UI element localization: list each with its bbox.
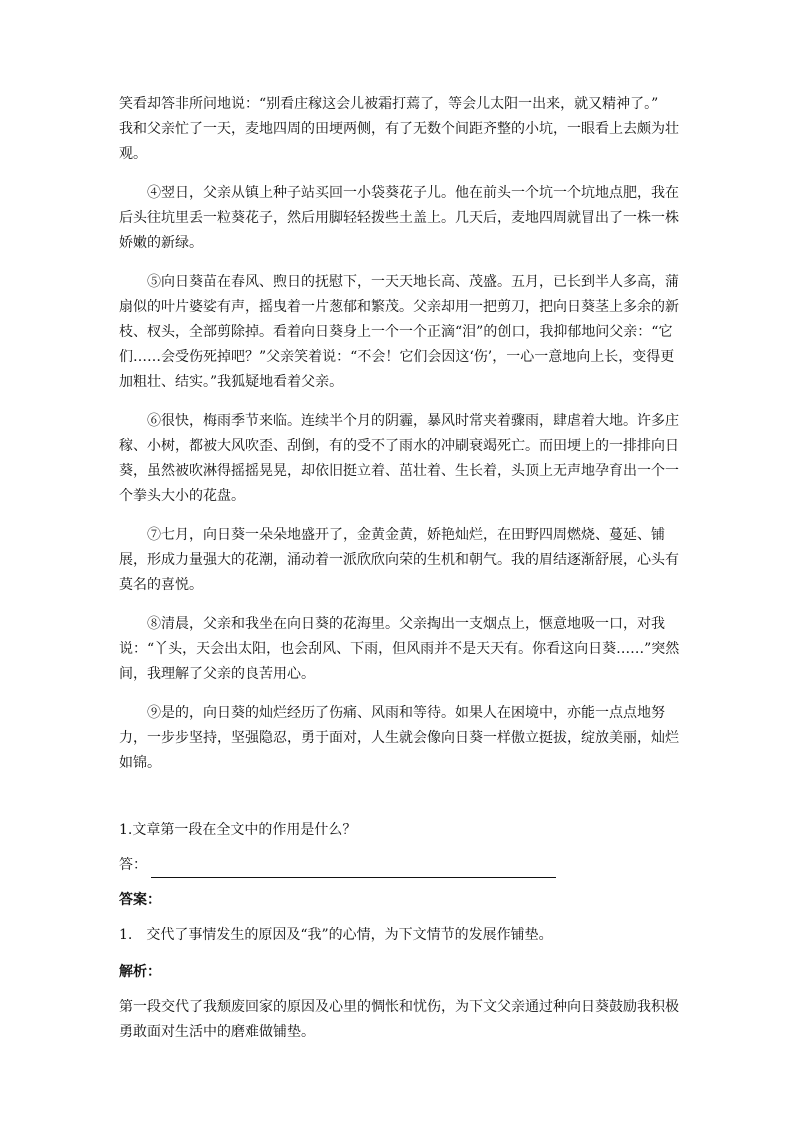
question-text: 1.文章第一段在全文中的作用是什么？	[119, 822, 357, 838]
passage-paragraph-5: ⑤向日葵苗在春风、煦日的抚慰下，一天天地长高、茂盛。五月，已长到半人多高，蒲扇似的叶片婆娑有声，摇曳着一片葱郁和繁茂。父亲却用一把剪刀，把向日葵茎上多余的新枝、杈头，全部剪除掉。看着向日葵身上一个一个正滴“泪”的创口，我抑郁地问父亲：“它们……会受伤死掉吧？”父亲笑着说：“不会！它们会因这‘伤’，一心一意地向上长，变得更加粗壮、结实。”我狐疑地看着父亲。	[119, 274, 679, 390]
answer-blank-underline[interactable]	[151, 859, 556, 878]
passage-paragraph-6: ⑥很快，梅雨季节来临。连续半个月的阴霾，暴风时常夹着骤雨，肆虐着大地。许多庄稼、小树，都被大风吹歪、刮倒，有的受不了雨水的冲刷衰竭死亡。而田埂上的一排排向日葵，虽然被吹淋得摇摇晃晃，却依旧挺立着、茁壮着、生长着，头顶上无声地孕育出一个一个拳头大小的花盘。	[119, 413, 679, 504]
passage-paragraph-9: ⑨是的，向日葵的灿烂经历了伤痛、风雨和等待。如果人在困境中，亦能一点点地努力，一步步坚持，坚强隐忍，勇于面对，人生就会像向日葵一样傲立挺拔，绽放美丽，灿烂如锦。	[119, 705, 679, 771]
answer-prefix: 答：	[119, 857, 147, 873]
answer-line	[119, 853, 685, 878]
explanation-label: 解析：	[119, 964, 161, 980]
passage-continuation-line: 笑看却答非所问地说：“别看庄稼这会儿被霜打蔫了，等会儿太阳一出来，就又精神了。”	[119, 96, 659, 112]
answer-label: 答案：	[119, 892, 161, 908]
explanation-text: 第一段交代了我颓废回家的原因及心里的惆怅和忧伤，为下文父亲通过种向日葵鼓励我积极勇敢面对生活中的磨难做铺垫。	[119, 999, 679, 1040]
passage-continuation-line: 我和父亲忙了一天，麦地四周的田埂两侧，有了无数个间距齐整的小坑，一眼看上去颇为壮观。	[119, 121, 679, 162]
document-content	[119, 92, 685, 1045]
passage-paragraph-7: ⑦七月，向日葵一朵朵地盛开了，金黄金黄，娇艳灿烂，在田野四周燃烧、蔓延、铺展，形成力量强大的花潮，涌动着一派欣欣向荣的生机和朝气。我的眉结逐渐舒展，心头有莫名的喜悦。	[119, 527, 679, 593]
passage-paragraph-4: ④翌日，父亲从镇上种子站买回一小袋葵花子儿。他在前头一个坑一个坑地点肥，我在后头往坑里丢一粒葵花子，然后用脚轻轻拨些土盖上。几天后，麦地四周就冒出了一株一株娇嫩的新绿。	[119, 185, 679, 251]
passage-paragraph-8: ⑧清晨，父亲和我坐在向日葵的花海里。父亲掏出一支烟点上，惬意地吸一口，对我说：“丫头，天会出太阳，也会刮风、下雨，但风雨并不是天天有。你看这向日葵……”突然间，我理解了父亲的良苦用心。	[119, 616, 680, 682]
answer-item: 1. 交代了事情发生的原因及“我”的心情，为下文情节的发展作铺垫。	[119, 927, 553, 943]
